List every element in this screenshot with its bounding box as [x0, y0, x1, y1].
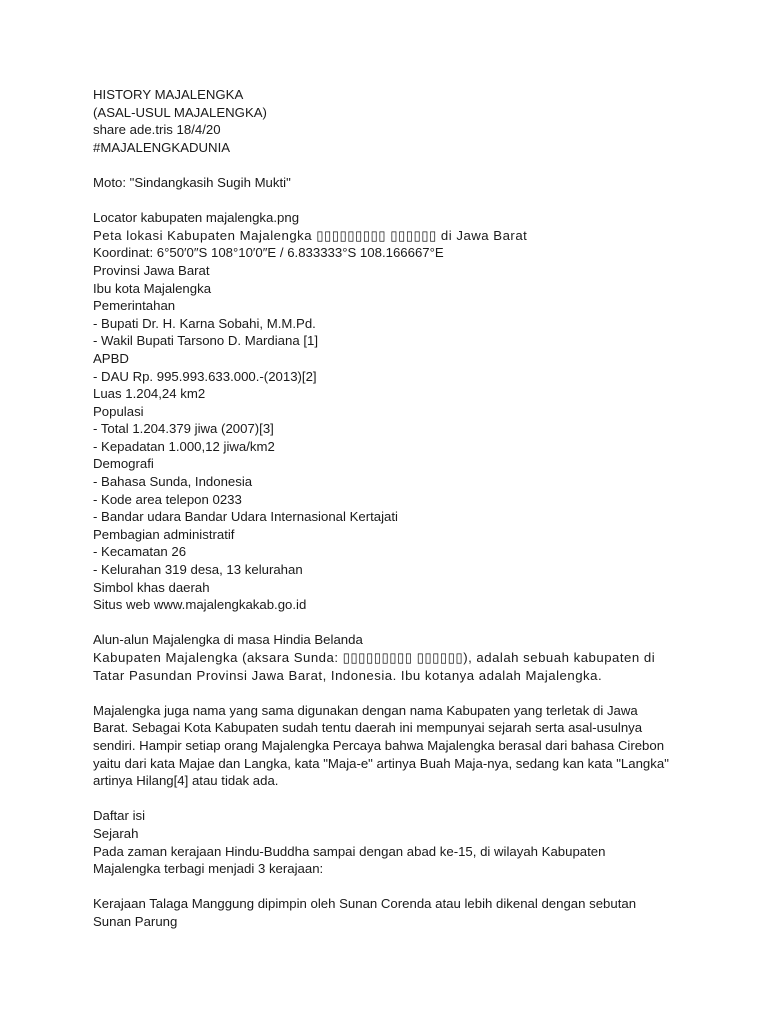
coordinates-line: Koordinat: 6°50′0″S 108°10′0″E / 6.833333°S 108.166667°E: [93, 245, 444, 261]
symbol-line: Simbol khas daerah: [93, 579, 210, 595]
map-caption-line: Peta lokasi Kabupaten Majalengka ▯▯▯▯▯▯▯▯▯ ▯▯▯▯▯▯ di Jawa Barat: [93, 227, 528, 243]
population-heading: Populasi: [93, 403, 144, 419]
regent-line: - Bupati Dr. H. Karna Sobahi, M.M.Pd.: [93, 315, 316, 331]
website-line: Situs web www.majalengkakab.go.id: [93, 597, 307, 613]
spacer: [93, 192, 673, 210]
villages-line: - Kelurahan 319 desa, 13 kelurahan: [93, 562, 303, 578]
document-title: HISTORY MAJALENGKA: [93, 87, 244, 102]
history-paragraph: Pada zaman kerajaan Hindu-Buddha sampai dengan abad ke-15, di wilayah Kabupaten Majalengka terbagi menjadi 3 kerajaan:: [93, 843, 606, 877]
phone-code-line: - Kode area telepon 0233: [93, 491, 242, 507]
share-line: share ade.tris 18/4/20: [93, 122, 221, 138]
capital-line: Ibu kota Majalengka: [93, 280, 212, 296]
intro-paragraph: Kabupaten Majalengka (aksara Sunda: ▯▯▯▯▯▯▯▯▯ ▯▯▯▯▯▯), adalah sebuah kabupaten di Tatar Pasundan Provinsi Jawa Barat, Indonesia. Ibu kotanya adalah Majalengka.: [93, 650, 656, 683]
name-origin-paragraph: Majalengka juga nama yang sama digunakan dengan nama Kabupaten yang terletak di Jawa Barat. Sebagai Kota Kabupaten sudah tentu daerah ini mempunyai sejarah serta asal-usulnya sendiri. Hampir setiap orang Majalengka Percaya bahwa Majalengka berasal dari bahasa Cirebon yaitu dari kata Majae dan Langka, kata "Maja-e" artinya Buah Maja-nya, sedang kan kata "Langka" artinya Hilang[4] atau tidak ada.: [93, 702, 669, 789]
government-heading: Pemerintahan: [93, 298, 176, 314]
document-page: [93, 86, 673, 931]
motto-line: Moto: "Sindangkasih Sugih Mukti": [93, 174, 291, 190]
budget-heading: APBD: [93, 350, 129, 366]
history-heading: Sejarah: [93, 825, 139, 841]
document-subtitle: (ASAL-USUL MAJALENGKA): [93, 104, 267, 120]
kingdom-paragraph: Kerajaan Talaga Manggung dipimpin oleh Sunan Corenda atau lebih dikenal dengan sebutan Sunan Parung: [93, 896, 637, 929]
districts-line: - Kecamatan 26: [93, 544, 187, 560]
spacer: [93, 156, 673, 174]
locator-line: Locator kabupaten majalengka.png: [93, 210, 300, 226]
population-density-line: - Kepadatan 1.000,12 jiwa/km2: [93, 438, 275, 454]
spacer: [93, 684, 673, 702]
language-line: - Bahasa Sunda, Indonesia: [93, 474, 253, 490]
spacer: [93, 790, 673, 808]
dau-line: - DAU Rp. 995.993.633.000.-(2013)[2]: [93, 368, 317, 384]
area-line: Luas 1.204,24 km2: [93, 386, 206, 402]
hashtag-line: #MAJALENGKADUNIA: [93, 139, 231, 155]
alun-alun-line: Alun-alun Majalengka di masa Hindia Belanda: [93, 632, 363, 648]
toc-line: Daftar isi: [93, 808, 146, 824]
airport-line: - Bandar udara Bandar Udara Internasional Kertajati: [93, 509, 398, 525]
spacer: [93, 878, 673, 896]
province-line: Provinsi Jawa Barat: [93, 262, 210, 278]
vice-regent-line: - Wakil Bupati Tarsono D. Mardiana [1]: [93, 333, 319, 349]
admin-heading: Pembagian administratif: [93, 526, 235, 542]
population-total-line: - Total 1.204.379 jiwa (2007)[3]: [93, 421, 274, 437]
demography-heading: Demografi: [93, 456, 154, 472]
spacer: [93, 614, 673, 632]
